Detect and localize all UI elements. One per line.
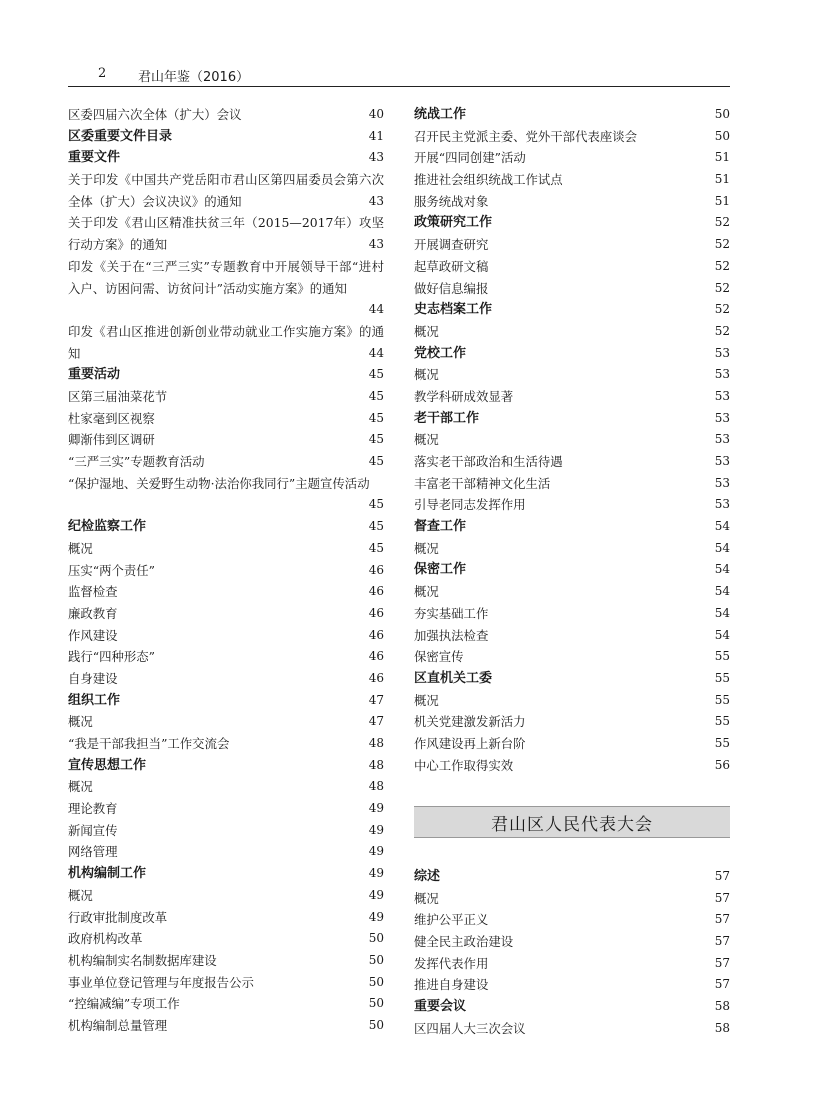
toc-entry [414, 581, 730, 603]
toc-entry-title: 概况 [68, 887, 93, 903]
toc-entry-page: 57 [714, 890, 730, 905]
toc-entry-page: 54 [714, 562, 730, 577]
toc-entry-page: 43 [368, 150, 384, 165]
toc-section-heading [68, 516, 384, 538]
toc-entry-title: 统战工作 [414, 107, 467, 122]
toc-entry-title: 机构编制总量管理 [68, 1017, 168, 1033]
toc-entry-page: 57 [714, 869, 730, 883]
toc-entry-title: 概况 [414, 692, 439, 708]
toc-left-column [68, 104, 384, 1037]
toc-entry-page: 55 [714, 735, 730, 750]
toc-entry-title: 新闻宣传 [68, 822, 118, 838]
toc-entry-title: 服务统战对象 [414, 193, 489, 209]
toc-section-heading [68, 364, 384, 386]
toc-entry-page: 46 [368, 605, 384, 620]
toc-entry-page: 53 [714, 454, 730, 468]
toc-entry-page: 45 [368, 389, 384, 404]
toc-entry-title: 保密宣传 [414, 649, 464, 665]
toc-entry [68, 928, 384, 950]
toc-entry [414, 625, 730, 647]
toc-entry-title: 政策研究工作 [414, 215, 493, 231]
toc-entry-title: 党校工作 [414, 345, 467, 361]
toc-entry-title: 重要活动 [68, 367, 121, 383]
toc-entry-title: 网络管理 [68, 844, 118, 860]
toc-entry [414, 690, 730, 712]
toc-entry-title: 宣传思想工作 [68, 757, 147, 773]
toc-entry [414, 755, 730, 777]
toc-entry [68, 711, 384, 733]
toc-entry [414, 147, 730, 169]
page-number: 2 [98, 66, 107, 81]
toc-entry-page: 55 [714, 670, 730, 685]
toc-entry-title: 自身建设 [68, 670, 118, 686]
toc-entry-title: “保护湿地、关爱野生动物·法治你我同行”主题宣传活动 [68, 475, 370, 491]
toc-entry [414, 191, 730, 213]
toc-entry-page: 45 [368, 367, 384, 382]
book-title: 君山年鉴（2016） [138, 70, 250, 85]
toc-entry-page: 57 [714, 955, 730, 970]
toc-entry-title: 印发《君山区推进创新创业带动就业工作实施方案》的通知 [68, 323, 384, 361]
toc-section-heading [414, 104, 730, 126]
toc-entry-page: 52 [714, 258, 730, 273]
toc-entry-page: 56 [714, 757, 730, 772]
toc-entry-title: 行政审批制度改革 [68, 909, 168, 925]
toc-entry-title: 机关党建激发新活力 [414, 714, 526, 730]
toc-entry-title: 概况 [414, 367, 439, 383]
toc-entry-title: 机构编制实名制数据库建设 [68, 952, 217, 968]
toc-entry [414, 909, 730, 931]
toc-entry-title: 概况 [68, 779, 93, 795]
toc-entry-page: 55 [714, 714, 730, 729]
toc-entry-page: 45 [368, 432, 384, 447]
toc-entry-page: 57 [714, 912, 730, 927]
toc-entry [68, 104, 384, 126]
toc-entry-page: 53 [714, 388, 730, 403]
toc-entry [414, 169, 730, 191]
toc-entry-page: 48 [368, 779, 384, 794]
toc-entry-title: 史志档案工作 [414, 302, 493, 318]
header-rule [68, 86, 730, 87]
toc-entry-title: 维护公平正义 [414, 912, 489, 928]
toc-entry-title: 健全民主政治建设 [414, 934, 514, 950]
toc-entry-page: 44 [368, 345, 384, 360]
toc-entry-page: 51 [714, 193, 730, 208]
toc-entry-title: 杜家毫到区视察 [68, 410, 155, 426]
toc-entry-page: 48 [368, 757, 384, 772]
toc-entry-page: 54 [714, 584, 730, 599]
toc-entry-page: 52 [714, 323, 730, 338]
toc-entry-title: 作风建设 [68, 627, 118, 643]
toc-entry [414, 473, 730, 495]
toc-section-heading [414, 343, 730, 365]
toc-entry-title: 组织工作 [68, 692, 121, 708]
toc-entry-page: 58 [714, 1020, 730, 1035]
toc-entry-title: 起草政研文稿 [414, 258, 489, 274]
toc-entry-page: 52 [714, 237, 730, 252]
toc-entry [414, 234, 730, 256]
toc-entry-title: 丰富老干部精神文化生活 [414, 475, 551, 491]
toc-entry-page: 49 [368, 801, 384, 816]
toc-entry-title: 推进社会组织统战工作试点 [414, 172, 563, 188]
toc-entry [414, 953, 730, 975]
toc-entry-page: 43 [368, 237, 384, 252]
toc-entry [414, 278, 730, 300]
toc-entry [414, 974, 730, 996]
toc-entry-page: 50 [368, 974, 384, 989]
toc-entry-title: 概况 [414, 323, 439, 339]
toc-entry-page: 51 [714, 150, 730, 165]
toc-entry [414, 931, 730, 953]
toc-entry [68, 538, 384, 560]
toc-entry-page: 46 [368, 584, 384, 599]
toc-entry [414, 646, 730, 668]
toc-entry [68, 993, 384, 1015]
toc-entry-title: 概况 [414, 890, 439, 906]
toc-entry-page: 54 [714, 540, 730, 555]
toc-entry-page: 41 [368, 128, 384, 143]
toc-entry-title: 廉政教育 [68, 605, 118, 621]
toc-entry-page: 53 [714, 367, 730, 382]
toc-entry-page: 55 [714, 649, 730, 664]
toc-entry-page: 51 [714, 172, 730, 187]
toc-entry-title: 概况 [414, 432, 439, 448]
toc-entry-page: 50 [714, 107, 730, 121]
toc-section-heading [414, 516, 730, 538]
toc-entry-title: “控编减编”专项工作 [68, 996, 180, 1012]
toc-section-heading [68, 147, 384, 169]
toc-entry-page: 50 [368, 1017, 384, 1032]
toc-entry-page: 46 [368, 627, 384, 642]
toc-entry-title: 机构编制工作 [68, 866, 147, 882]
toc-entry-title: 推进自身建设 [414, 977, 489, 993]
toc-entry-page: 58 [714, 999, 730, 1014]
toc-entry [68, 841, 384, 863]
toc-entry [414, 733, 730, 755]
toc-entry [68, 256, 384, 321]
toc-entry-page: 49 [368, 887, 384, 902]
toc-entry-title: 政府机构改革 [68, 931, 143, 947]
toc-entry [68, 473, 384, 516]
toc-entry [414, 888, 730, 910]
toc-entry [414, 1018, 730, 1040]
toc-entry-title: 事业单位登记管理与年度报告公示 [68, 974, 254, 990]
toc-entry [414, 451, 730, 473]
toc-entry-title: 概况 [68, 714, 93, 730]
toc-entry-title: 卿渐伟到区调研 [68, 432, 155, 448]
toc-entry-title: 重要文件 [68, 150, 121, 166]
toc-section-heading [414, 408, 730, 430]
toc-section-heading [68, 690, 384, 712]
toc-entry-title: “我是干部我担当”工作交流会 [68, 736, 230, 752]
toc-entry-page: 52 [714, 280, 730, 295]
toc-section-heading [414, 996, 730, 1018]
toc-entry-page: 52 [714, 302, 730, 317]
toc-entry-title: 作风建设再上新台阶 [414, 735, 526, 751]
toc-entry-title: 督查工作 [414, 519, 467, 535]
toc-entry-page: 53 [714, 345, 730, 360]
toc-entry [68, 950, 384, 972]
toc-entry-title: 区直机关工委 [414, 670, 493, 686]
toc-entry-title: 关于印发《中国共产党岳阳市君山区第四届委员会第六次全体（扩大）会议决议》的通知 [68, 172, 384, 209]
toc-entry-title: 引导老同志发挥作用 [414, 497, 526, 513]
toc-entry-page: 49 [368, 866, 384, 881]
toc-entry [68, 885, 384, 907]
toc-entry-title: 保密工作 [414, 562, 467, 578]
toc-entry-title: 综述 [414, 869, 441, 884]
toc-entry-page: 46 [368, 670, 384, 685]
toc-entry [68, 408, 384, 430]
toc-entry [68, 820, 384, 842]
toc-entry-page: 57 [714, 934, 730, 949]
toc-entry [68, 451, 384, 473]
toc-entry-page: 53 [714, 432, 730, 447]
toc-entry [414, 364, 730, 386]
toc-entry-page: 50 [714, 128, 730, 143]
toc-entry [414, 256, 730, 278]
toc-entry-title: 老干部工作 [414, 410, 480, 426]
toc-entry [414, 126, 730, 148]
toc-section-heading [414, 299, 730, 321]
toc-entry-page: 46 [368, 562, 384, 577]
toc-entry-page: 53 [714, 497, 730, 512]
toc-entry-page: 45 [368, 519, 384, 534]
toc-entry-title: 落实老干部政治和生活待遇 [414, 454, 563, 469]
toc-entry [68, 798, 384, 820]
toc-entry [414, 429, 730, 451]
toc-entry-page: 45 [368, 410, 384, 425]
toc-entry [414, 386, 730, 408]
toc-entry [68, 581, 384, 603]
toc-entry [68, 646, 384, 668]
toc-entry [68, 560, 384, 582]
toc-entry [414, 711, 730, 733]
toc-entry-title: 开展“四同创建”活动 [414, 150, 526, 166]
toc-entry-page: 46 [368, 649, 384, 664]
toc-entry-page: 54 [714, 627, 730, 642]
toc-section-heading [414, 212, 730, 234]
toc-entry-page: 49 [368, 844, 384, 859]
toc-entry [68, 429, 384, 451]
toc-entry-page: 49 [368, 822, 384, 837]
toc-section-heading [68, 863, 384, 885]
page-header [68, 66, 730, 88]
toc-entry-page: 40 [368, 107, 384, 121]
toc-entry [414, 538, 730, 560]
toc-entry [68, 603, 384, 625]
toc-entry-page: 54 [714, 605, 730, 620]
toc-entry-title: 做好信息编报 [414, 280, 489, 296]
toc-right-column [414, 104, 730, 776]
toc-entry-page: 47 [368, 692, 384, 707]
toc-section-heading [68, 755, 384, 777]
toc-entry-title: 中心工作取得实效 [414, 757, 514, 773]
toc-entry-title: 概况 [414, 584, 439, 600]
toc-entry [414, 321, 730, 343]
toc-entry-page: 47 [368, 714, 384, 729]
toc-entry-title: 区第三届油菜花节 [68, 389, 168, 405]
toc-entry [68, 321, 384, 364]
toc-entry-title: 区委四届六次全体（扩大）会议 [68, 107, 242, 122]
toc-entry [414, 603, 730, 625]
toc-entry-page: 55 [714, 692, 730, 707]
toc-entry-title: “三严三实”专题教育活动 [68, 454, 205, 470]
toc-entry-title: 开展调查研究 [414, 237, 489, 253]
toc-entry [68, 972, 384, 994]
toc-entry-page: 45 [368, 454, 384, 469]
toc-entry [68, 212, 384, 255]
toc-entry [68, 1015, 384, 1037]
toc-entry-title: 概况 [414, 540, 439, 556]
toc-entry-title: 概况 [68, 540, 93, 556]
toc-entry-page: 43 [368, 193, 384, 208]
toc-entry-page: 53 [714, 475, 730, 490]
toc-entry-page: 50 [368, 952, 384, 967]
toc-entry-title: 监督检查 [68, 584, 118, 600]
section-banner-title: 君山区人民代表大会 [491, 814, 653, 835]
toc-entry-title: 区四届人大三次会议 [414, 1020, 526, 1036]
toc-entry-title: 区委重要文件目录 [68, 128, 173, 144]
toc-entry [68, 668, 384, 690]
toc-right-lower-column [414, 866, 730, 1040]
toc-entry-page: 48 [368, 736, 384, 751]
toc-section-heading [68, 126, 384, 148]
toc-entry [414, 494, 730, 516]
toc-section-heading [414, 866, 730, 888]
toc-entry-page: 54 [714, 519, 730, 534]
toc-entry [68, 907, 384, 929]
toc-entry-page: 50 [368, 996, 384, 1011]
toc-entry-page: 49 [368, 909, 384, 924]
toc-entry-title: 教学科研成效显著 [414, 388, 514, 404]
toc-entry-title: 印发《关于在“三严三实”专题教育中开展领导干部“进村入户、访困问需、访贫问计”活动实施方案》的通知 [68, 258, 384, 296]
toc-section-heading [414, 559, 730, 581]
toc-entry-page: 45 [368, 540, 384, 555]
toc-entry-page: 53 [714, 410, 730, 425]
toc-entry-title: 理论教育 [68, 801, 118, 817]
toc-entry-page: 57 [714, 977, 730, 992]
toc-entry-page: 45 [368, 497, 384, 512]
toc-entry-title: 压实“两个责任” [68, 562, 156, 578]
toc-entry-page: 44 [368, 302, 384, 317]
toc-entry-page: 52 [714, 215, 730, 230]
toc-entry-title: 发挥代表作用 [414, 955, 489, 971]
toc-entry-title: 加强执法检查 [414, 627, 489, 643]
toc-entry-title: 践行“四种形态” [68, 649, 156, 665]
toc-entry [68, 776, 384, 798]
toc-entry-title: 召开民主党派主委、党外干部代表座谈会 [414, 128, 638, 144]
toc-section-heading [414, 668, 730, 690]
toc-entry-title: 关于印发《君山区精准扶贫三年（2015—2017年）攻坚行动方案》的通知 [68, 215, 384, 253]
toc-entry [68, 733, 384, 755]
toc-entry-title: 重要会议 [414, 999, 467, 1015]
toc-entry-title: 夯实基础工作 [414, 605, 489, 621]
toc-entry-page: 50 [368, 931, 384, 946]
toc-entry [68, 386, 384, 408]
toc-entry-title: 纪检监察工作 [68, 519, 147, 535]
toc-entry [68, 169, 384, 212]
toc-entry [68, 625, 384, 647]
section-banner [414, 806, 730, 838]
